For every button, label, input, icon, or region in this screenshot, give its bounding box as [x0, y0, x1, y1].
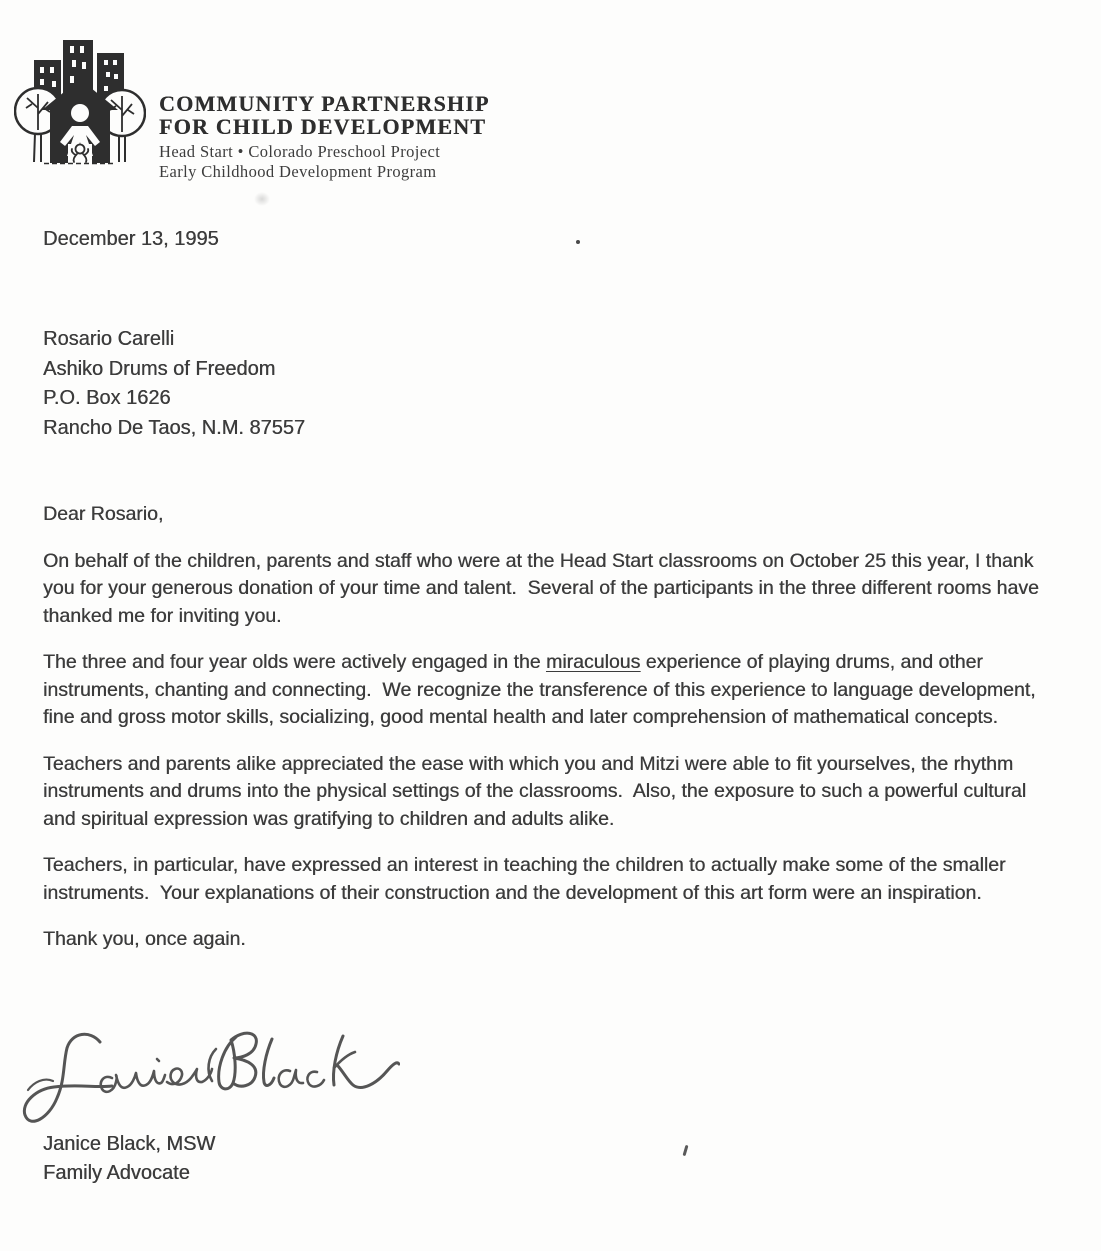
handwritten-signature [20, 1026, 400, 1138]
paragraph2-post: experience of playing drums, and other instruments, chanting and connecting. We recognize the transference of this experience to language development, fine and gross motor skills, socializing, good mental health and later comprehension of mathematical concepts. [43, 651, 1042, 728]
recipient-po-box: P.O. Box 1626 [43, 387, 171, 409]
org-name-line2: FOR CHILD DEVELOPMENT [159, 114, 487, 139]
body-paragraph-2 [43, 649, 1059, 732]
letterhead [159, 92, 490, 182]
body-paragraph-4: Teachers, in particular, have expressed an interest in teaching the children to actually make some of the smaller instruments. Your explanations of their construction and the development of this art form were an inspiration. [43, 854, 1011, 904]
recipient-city-line: Rancho De Taos, N.M. 87557 [43, 416, 306, 439]
body-paragraph-3: Teachers and parents alike appreciated the ease with which you and Mitzi were able to fit yourselves, the rhythm instruments and drums into the physical settings of the classrooms. Also, the exposure to such a powerful cultural and spiritual expression was gratifying to children and adults alike. [43, 752, 1032, 830]
organization-logo-icon [14, 34, 146, 166]
scan-smudge-artifact [254, 192, 270, 206]
salutation: Dear Rosario, [43, 503, 164, 525]
org-name-line1: COMMUNITY PARTNERSHIP [159, 91, 490, 116]
scan-dot-artifact [576, 240, 580, 244]
sender-title: Family Advocate [43, 1162, 190, 1184]
closing-line: Thank you, once again. [43, 928, 246, 950]
recipient-organization: Ashiko Drums of Freedom [43, 357, 276, 380]
sender-name: Janice Black, MSW [43, 1133, 216, 1155]
letter-body [43, 501, 1059, 973]
signature-block [43, 1130, 215, 1188]
letter-date: December 13, 1995 [43, 228, 219, 250]
paragraph2-pre: The three and four year olds were actively engaged in the [43, 651, 546, 673]
underlined-word: miraculous [545, 651, 641, 673]
recipient-address-block [43, 325, 305, 443]
scan-tick-artifact [683, 1145, 689, 1156]
org-programs-line2: Early Childhood Development Program [159, 162, 437, 181]
recipient-name: Rosario Carelli [43, 328, 175, 350]
body-paragraph-1: On behalf of the children, parents and staff who were at the Head Start classrooms on October 25 this year, I thank you for your generous donation of your time and talent. Several of the participants in the three different rooms have thanked me for inviting you. [43, 549, 1045, 627]
org-programs-line1: Head Start • Colorado Preschool Project [159, 142, 441, 161]
